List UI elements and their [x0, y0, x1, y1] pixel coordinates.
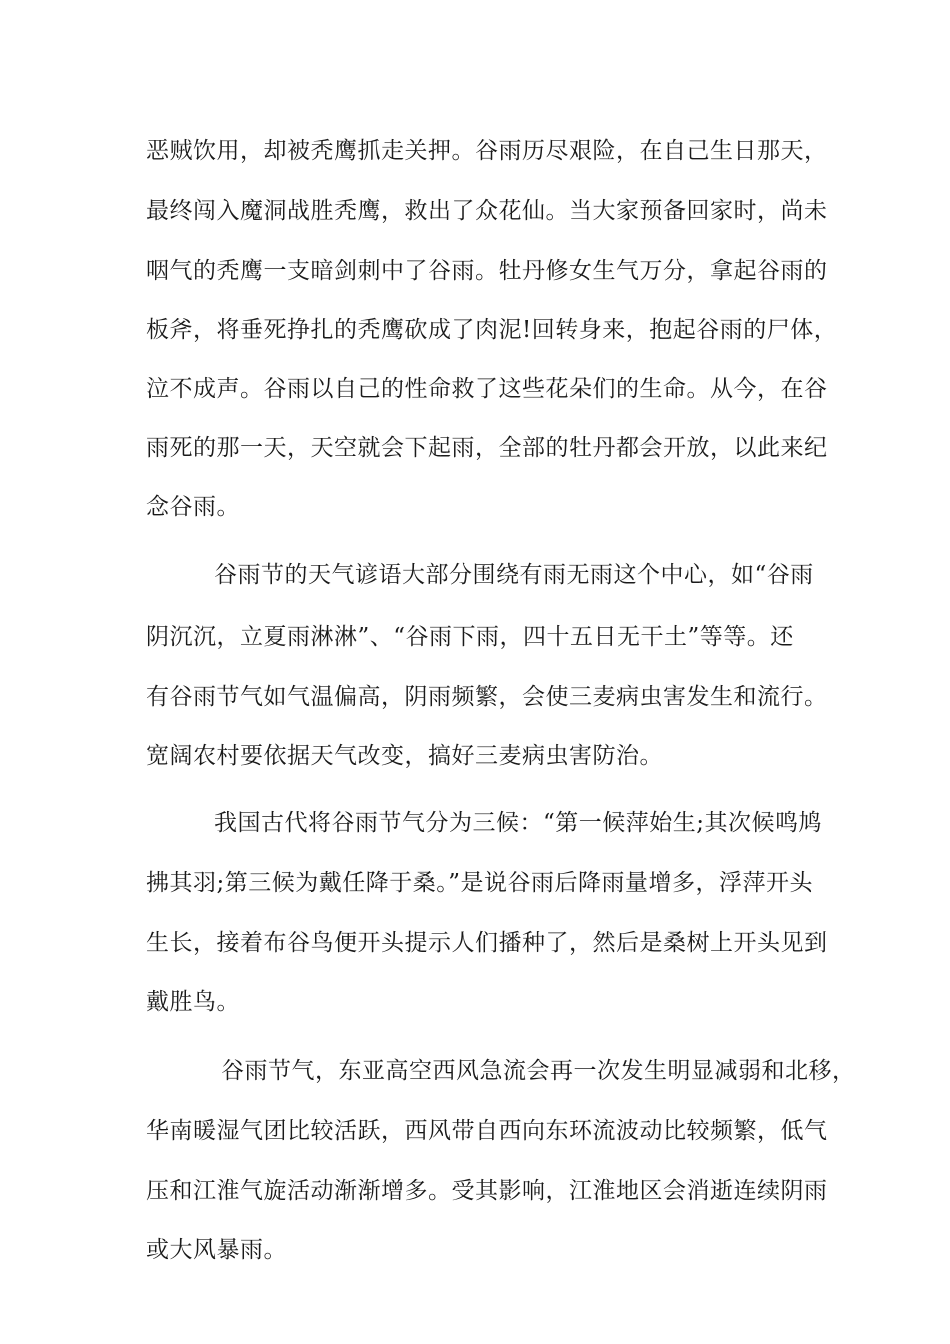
paragraph-3-line-1: 我国古代将谷雨节气分为三候：“第一候萍始生;其次候鸣鸠 — [214, 810, 823, 836]
paragraph-1-line-4: 板斧，将垂死挣扎的秃鹰砍成了肉泥!回转身来，抱起谷雨的尸体， — [146, 317, 838, 343]
paragraph-3-line-4: 戴胜鸟。 — [146, 989, 240, 1015]
paragraph-1-line-1: 恶贼饮用，却被秃鹰抓走关押。谷雨历尽艰险，在自己生日那天， — [146, 138, 828, 164]
paragraph-1-line-7: 念谷雨。 — [146, 494, 240, 520]
paragraph-4-line-1: 谷雨节气，东亚高空西风急流会再一次发生明显减弱和北移， — [221, 1058, 856, 1084]
paragraph-2-line-4: 宽阔农村要依据天气改变，搞好三麦病虫害防治。 — [146, 743, 663, 769]
paragraph-4-line-4: 或大风暴雨。 — [146, 1237, 287, 1263]
paragraph-3-line-3: 生长，接着布谷鸟便开头提示人们播种了，然后是桑树上开头见到 — [146, 930, 828, 956]
paragraph-1-line-3: 咽气的秃鹰一支暗剑刺中了谷雨。牡丹修女生气万分，拿起谷雨的 — [146, 258, 828, 284]
paragraph-2-line-2: 阴沉沉，立夏雨淋淋”、“谷雨下雨，四十五日无干土”等等。还 — [146, 624, 794, 650]
paragraph-4-line-2: 华南暖湿气团比较活跃，西风带自西向东环流波动比较频繁，低气 — [146, 1118, 828, 1144]
paragraph-1-line-6: 雨死的那一天，天空就会下起雨，全部的牡丹都会开放，以此来纪 — [146, 435, 828, 461]
paragraph-4-line-3: 压和江淮气旋活动渐渐增多。受其影响，江淮地区会消逝连续阴雨 — [146, 1178, 828, 1204]
paragraph-1-line-2: 最终闯入魔洞战胜秃鹰，救出了众花仙。当大家预备回家时，尚未 — [146, 198, 828, 224]
paragraph-3-line-2: 拂其羽;第三候为戴任降于桑。”是说谷雨后降雨量增多，浮萍开头 — [146, 870, 814, 896]
paragraph-2-line-1: 谷雨节的天气谚语大部分围绕有雨无雨这个中心，如“谷雨 — [214, 562, 814, 588]
paragraph-1-line-5: 泣不成声。谷雨以自己的性命救了这些花朵们的生命。从今，在谷 — [146, 376, 828, 402]
paragraph-2-line-3: 有谷雨节气如气温偏高，阴雨频繁，会使三麦病虫害发生和流行。 — [146, 684, 828, 710]
